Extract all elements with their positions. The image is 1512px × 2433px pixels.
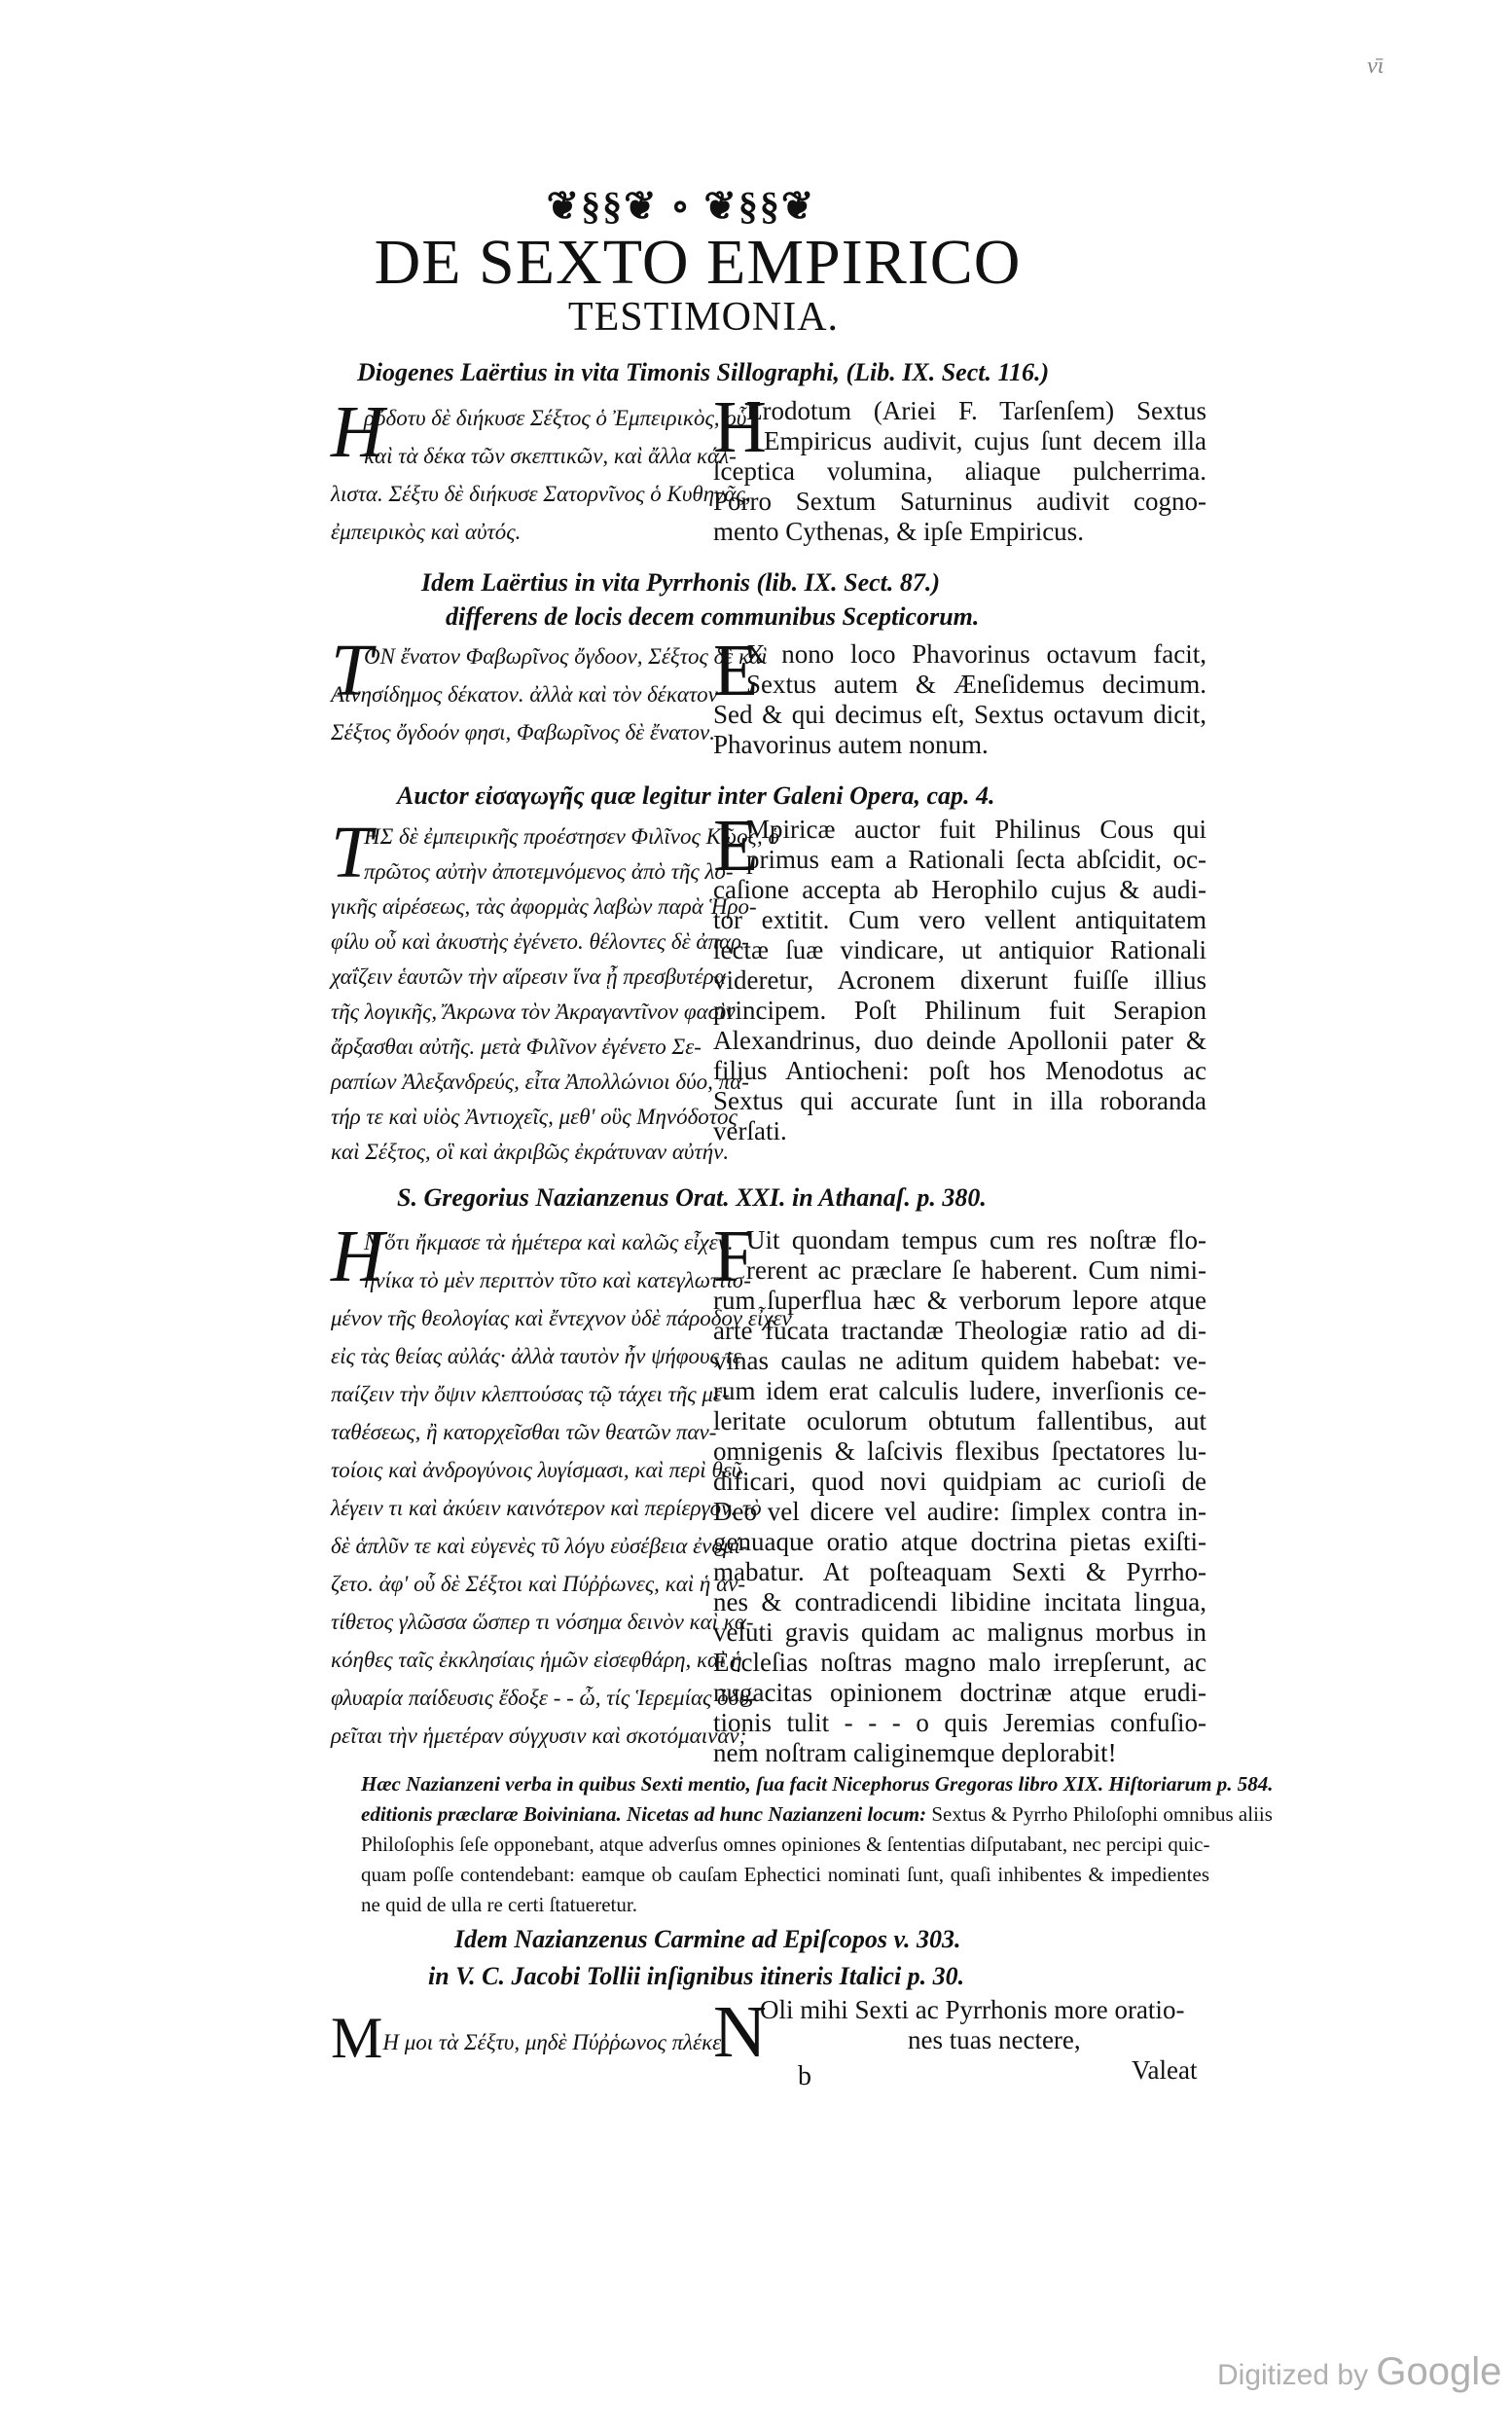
text-line: mabatur. At poſteaquam Sexti & Pyrrho- [713, 1557, 1206, 1586]
drop-cap: E [713, 805, 759, 887]
text-line: tionis tulit - - - o quis Jeremias confuſio- [713, 1708, 1206, 1737]
text-line: Uit quondam tempus cum res noſtræ flo- [746, 1225, 1206, 1254]
text-line: κόηθες ταῖς ἐκκλησίαις ἡμῶν εἰσεφθάρη, καὶ ἡ [331, 1648, 742, 1672]
text-line: εἰς τὰς θείας αὐλάς· ἀλλὰ ταυτὸν ἦν ψήφους τε [331, 1344, 741, 1368]
text-line: caſione accepta ab Herophilo cujus & audi- [713, 875, 1206, 904]
catchword: Valeat [1132, 2055, 1198, 2085]
drop-cap: F [713, 1216, 755, 1297]
text-line: filius Antiocheni: poſt hos Menodotus ac [713, 1056, 1206, 1085]
note-line: Philoſophis ſeſe opponebant, atque adverſus omnes opiniones & ſententias diſputabant, nec percipi quic- [361, 1833, 1210, 1856]
text-line: Sed & qui decimus eſt, Sextus octavum dicit, [713, 700, 1206, 729]
text-line: tor extitit. Cum vero vellent antiquitatem [713, 905, 1206, 934]
note-line-italic: editionis præclaræ Boiviniana. Nicetas ad hunc Nazianzeni locum: [361, 1802, 927, 1826]
page-title: DE SEXTO EMPIRICO [374, 227, 1022, 298]
section-heading: Auctor εἰσαγωγῆς quæ legitur inter Galeni Opera, cap. 4. [397, 781, 995, 810]
text-line: omnigenis & laſcivis flexibus ſpectatores lu- [713, 1436, 1206, 1466]
text-line: τίθετος γλῶσσα ὥσπερ τι νόσημα δεινὸν καὶ κα- [331, 1610, 754, 1634]
greek-column [331, 630, 768, 751]
greek-column [331, 1216, 792, 1755]
text-line: genuaque oratio atque doctrina pietas exiſti- [713, 1527, 1206, 1556]
text-line: dificari, quod novi quidpiam ac curioſi de [713, 1467, 1206, 1496]
latin-column [713, 1216, 1206, 1768]
drop-cap: T [331, 630, 373, 711]
text-line: Mpiricæ auctor fuit Philinus Cous qui [746, 815, 1206, 844]
text-line: παίζειν τὴν ὄψιν κλεπτούσας τῷ τάχει τῆς με- [331, 1382, 730, 1406]
text-line: χαΐζειν ἑαυτῶν τὴν αἵρεσιν ἵνα ᾖ πρεσβυτέρα [331, 964, 726, 989]
section-heading: Idem Nazianzenus Carmine ad Epiſcopos v. 303. [454, 1925, 961, 1953]
text-line: ἄρξασθαι αὐτῆς. μετὰ Φιλῖνον ἐγένετο Σε- [331, 1035, 702, 1059]
text-line: Sextus autem & Æneſidemus decimum. [746, 670, 1206, 699]
text-line: Η μοι τὰ Σέξτυ, μηδὲ Πύῤῥωνος πλέκε [382, 2030, 722, 2054]
section-heading: S. Gregorius Nazianzenus Orat. XXI. in Athanaſ. p. 380. [397, 1183, 987, 1212]
text-line: Porro Sextum Saturninus audivit cogno- [713, 487, 1206, 516]
text-line: μένον τῆς θεολογίας καὶ ἔντεχνον ὐδὲ πάροδον εἶχεν [331, 1306, 792, 1330]
drop-cap: N [713, 1991, 767, 2073]
note-line: ne quid de ulla re certi ſtatueretur. [361, 1893, 637, 1916]
latin-column [713, 630, 1206, 760]
greek-verse [331, 2005, 721, 2072]
drop-cap: H [713, 386, 767, 468]
text-line: δὲ ἁπλῦν τε καὶ εὐγενὲς τῦ λόγυ εὐσέβεια ἐνομί- [331, 1534, 748, 1558]
text-line: ΗΣ δὲ ἐμπειρικῆς προέστησεν Φιλῖνος Κῷος, ὁ [364, 824, 780, 849]
text-line: ἐμπειρικὸς καὶ αὐτός. [331, 520, 522, 544]
text-line: φλυαρία παίδευσις ἔδοξε - - ὦ, τίς Ἱερεμίας ὀδυ- [331, 1686, 757, 1710]
text-line: Ν ὅτι ἤκμασε τὰ ἡμέτερα καὶ καλῶς εἶχεν. [364, 1230, 734, 1254]
note-line [361, 1799, 1273, 1830]
text-line: Σέξτος ὄγδοόν φησι, Φαβωρῖνος δὲ ἔνατον. [331, 720, 716, 744]
text-line: ſectæ ſuæ vindicare, ut antiquior Rationali [713, 935, 1206, 964]
footnote-block [361, 1769, 1274, 1920]
latin-verse [713, 1991, 1185, 2073]
text-line: Αἰνησίδημος δέκατον. ἀλλὰ καὶ τὸν δέκατον [331, 682, 718, 707]
note-line: quam poſſe contendebant: eamque ob cauſam Ephectici nominati ſunt, quaſi inhibentes & impedientes [361, 1863, 1209, 1886]
signature-mark: b [798, 2061, 811, 2091]
greek-column [331, 391, 751, 551]
section-subheading: in V. C. Jacobi Tollii inſignibus itineris Italici p. 30. [428, 1962, 965, 1990]
text-line: rerent ac præclare ſe haberent. Cum nimi- [746, 1255, 1206, 1285]
text-line: Alexandrinus, duo deinde Apollonii pater & [713, 1026, 1206, 1055]
text-line: Eccleſias noſtras magno malo irrepſerunt, ac [713, 1648, 1206, 1677]
text-line: nugacitas opinionem doctrinæ atque erudi- [713, 1678, 1206, 1707]
text-line: Sextus qui accurate ſunt in illa roboranda [713, 1086, 1206, 1115]
text-line: ἡνίκα τὸ μὲν περιττὸν τῦτο καὶ κατεγλωττισ- [364, 1268, 751, 1292]
section-heading: Diogenes Laërtius in vita Timonis Sillographi, (Lib. IX. Sect. 116.) [357, 358, 1050, 386]
text-line: ρόδοτυ δὲ διήκυσε Σέξτος ὁ Ἐμπειρικὸς, οὗ [364, 406, 747, 430]
text-line: arte fucata tractandæ Theologiæ ratio ad di- [713, 1316, 1206, 1345]
text-line: ΟΝ ἔνατον Φαβωρῖνος ὄγδοον, Σέξτος δὲ καὶ [364, 644, 768, 669]
text-line: primus eam a Rationali ſecta abſcidit, oc- [746, 845, 1206, 874]
text-line: rum idem erat calculis ludere, inverſionis ce- [713, 1376, 1206, 1405]
text-line: rum ſuperflua hæc & verborum lepore atque [713, 1286, 1206, 1315]
text-line: Oli mihi Sexti ac Pyrrhonis more oratio- [760, 1995, 1185, 2024]
text-line: nes & contradicendi libidine incitata lingua, [713, 1587, 1206, 1616]
text-line: leritate oculorum obtutum fallentibus, aut [713, 1406, 1206, 1435]
drop-cap: H [331, 1216, 384, 1297]
drop-cap: H [331, 391, 384, 473]
text-line: Phavorinus autem nonum. [713, 730, 989, 759]
text-line: nem noſtram caliginemque deplorabit! [713, 1738, 1117, 1767]
text-line: ζετο. ἀφ' οὗ δὲ Σέξτοι καὶ Πύῤῥωνες, καὶ ἡ ἀν- [331, 1572, 746, 1596]
text-line: Deo vel dicere vel audire: ſimplex contra in- [713, 1497, 1206, 1526]
google-logo-text: Google [1376, 2350, 1502, 2393]
note-line-roman: Sextus & Pyrrho Philoſophi omnibus aliis [926, 1802, 1273, 1826]
text-line: X nono loco Phavorinus octavum facit, [746, 639, 1206, 669]
note-line: Hæc Nazianzeni verba in quibus Sexti mentio, ſua facit Nicephorus Gregoras libro XIX. Hiſtoriarum p. 584. [361, 1772, 1274, 1796]
text-line: Erodotum (Ariei F. Tarſenſem) Sextus [746, 396, 1206, 425]
text-line: nes tuas nectere, [908, 2025, 1081, 2054]
drop-cap: E [713, 630, 759, 711]
page-number-mark: ν̄ι [1367, 54, 1385, 79]
text-line: mento Cythenas, & ipſe Empiricus. [713, 517, 1084, 546]
text-line: ρεῖται τὴν ἡμετέραν σύγχυσιν καὶ σκοτόμαιναν; [331, 1724, 747, 1748]
text-line: πρῶτος αὐτὴν ἀποτεμνόμενος ἀπὸ τῆς λο- [364, 859, 734, 884]
digitized-watermark [1217, 2350, 1501, 2394]
text-line: verſati. [713, 1116, 787, 1145]
text-line: γικῆς αἱρέσεως, τὰς ἀφορμὰς λαβὼν παρὰ Ἡρο- [331, 894, 757, 919]
text-line: καὶ τὰ δέκα τῶν σκεπτικῶν, καὶ ἄλλα κάλ- [364, 444, 737, 468]
drop-cap: M [331, 2006, 383, 2070]
watermark-prefix: Digitized by [1217, 2359, 1369, 2391]
text-line: τήρ τε καὶ υἱὸς Ἀντιοχεῖς, μεθ' οὓς Μηνόδοτος [331, 1105, 738, 1129]
text-line: τῆς λογικῆς, Ἄκρωνα τὸν Ἀκραγαντῖνον φασὶν [331, 999, 736, 1024]
latin-column [713, 386, 1206, 547]
text-line: veluti gravis quidam ac malignus morbus in [713, 1617, 1206, 1647]
page-subtitle: TESTIMONIA. [567, 295, 840, 340]
text-line: λέγειν τι καὶ ἀκύειν καινότερον καὶ περίεργον. τὸ [331, 1496, 762, 1520]
text-line: τοίοις καὶ ἀνδρογύνοις λυγίσμασι, καὶ περὶ θεῦ [331, 1458, 742, 1482]
drop-cap: T [331, 812, 373, 893]
text-line: λιστα. Σέξτυ δὲ διήκυσε Σατορνῖνος ὁ Κυθηνᾶς, [331, 482, 751, 506]
text-line: Empiricus audivit, cujus ſunt decem illa [764, 426, 1206, 455]
text-line: ταθέσεως, ἢ κατορχεῖσθαι τῶν θεατῶν παν- [331, 1420, 717, 1444]
ornament-header: ❦§§❦ ∘ ❦§§❦ [546, 184, 816, 228]
text-line: principem. Poſt Philinum fuit Serapion [713, 996, 1206, 1025]
text-line: ραπίων Ἀλεξανδρεύς, εἶτα Ἀπολλώνιοι δύο, πα- [331, 1070, 749, 1094]
section-heading: Idem Laërtius in vita Pyrrhonis (lib. IX. Sect. 87.) [421, 568, 941, 597]
text-line: videretur, Acronem dixerunt fuiſſe illius [713, 965, 1206, 995]
text-line: vinas caulas ne aditum quidem habebat: ve- [713, 1346, 1206, 1375]
latin-column [713, 805, 1206, 1146]
text-line: καὶ Σέξτος, οἳ καὶ ἀκριβῶς ἐκράτυναν αὐτήν. [331, 1140, 730, 1164]
text-line: φίλυ οὗ καὶ ἀκυστὴς ἐγένετο. θέλοντες δὲ ἀπαρ- [331, 929, 749, 954]
text-line: ſceptica volumina, aliaque pulcherrima. [713, 456, 1206, 486]
section-subheading: differens de locis decem communibus Scepticorum. [446, 602, 980, 631]
